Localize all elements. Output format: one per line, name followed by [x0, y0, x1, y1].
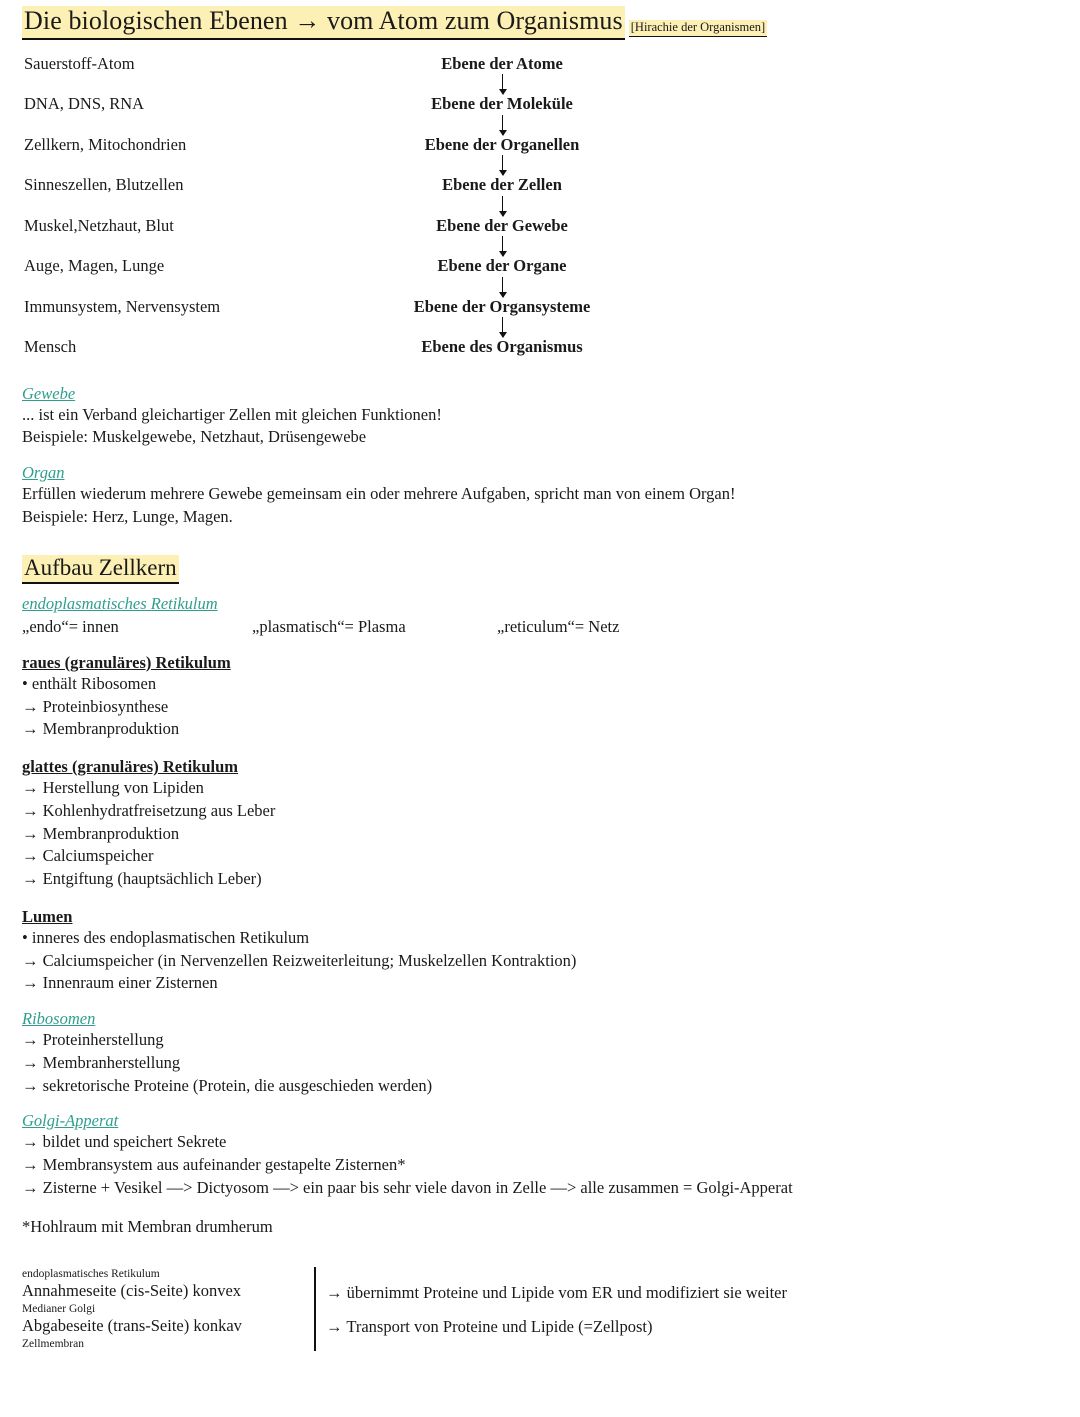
er-wordparts [22, 617, 1058, 637]
raues-line: • enthält Ribosomen [22, 673, 157, 693]
level-row [22, 256, 1058, 297]
down-arrow-icon [502, 236, 503, 256]
subsection-ribosomen [22, 995, 1058, 1097]
gewebe-examples: Beispiele: Muskelgewebe, Netzhaut, Drüsengewebe [22, 427, 367, 447]
vertical-divider [314, 1267, 316, 1351]
down-arrow-icon [502, 317, 503, 337]
level-row [22, 54, 1058, 95]
lumen-line: → Innenraum einer Zisternen [22, 973, 218, 993]
lumen-heading: Lumen [22, 906, 73, 926]
level-row [22, 175, 1058, 216]
golgi-line: → Zisterne + Vesikel —> Dictyosom —> ein paar bis sehr viele davon in Zelle —> alle zusammen = Golgi-Apperat [22, 1177, 793, 1197]
er-heading: endoplasmatisches Retikulum [22, 593, 218, 613]
down-arrow-icon [502, 277, 503, 297]
down-arrow-icon [502, 74, 503, 94]
level-name: Ebene der Organellen [424, 134, 580, 154]
golgi-line: → Membransystem aus aufeinander gestapelte Zisternen* [22, 1155, 406, 1175]
gewebe-heading: Gewebe [22, 383, 76, 403]
level-example: Auge, Magen, Lunge [24, 256, 165, 276]
level-row [22, 94, 1058, 135]
section-organ [22, 449, 1058, 529]
golgi-cis-side: Annahmeseite (cis-Seite) konvex [22, 1280, 242, 1300]
golgi-sides-block [22, 1267, 1058, 1351]
down-arrow-icon [502, 155, 503, 175]
subsection-golgi [22, 1097, 1058, 1238]
golgi-line: → bildet und speichert Sekrete [22, 1132, 227, 1152]
golgi-label-er: endoplasmatisches Retikulum [22, 1267, 160, 1280]
ribosomen-line: → sekretorische Proteine (Protein, die ausgeschieden werden) [22, 1075, 433, 1095]
level-example: Sinneszellen, Blutzellen [24, 175, 184, 195]
golgi-cis-description: → übernimmt Proteine und Lipide vom ER und modifiziert sie weiter [326, 1282, 787, 1302]
page-title-text: Die biologischen Ebenen → vom Atom zum Organismus [22, 6, 625, 40]
level-example: Mensch [24, 337, 77, 357]
level-row [22, 135, 1058, 176]
golgi-sides-left [22, 1267, 314, 1351]
raues-line: → Membranproduktion [22, 719, 180, 739]
lumen-line: → Calciumspeicher (in Nervenzellen Reizweiterleitung; Muskelzellen Kontraktion) [22, 950, 577, 970]
page-title-note: [Hirachie der Organismen] [629, 20, 767, 37]
level-name: Ebene der Gewebe [436, 215, 568, 235]
level-example: DNA, DNS, RNA [24, 94, 145, 114]
ribosomen-line: → Proteinherstellung [22, 1030, 164, 1050]
level-example: Muskel,Netzhaut, Blut [24, 215, 174, 235]
organ-examples: Beispiele: Herz, Lunge, Magen. [22, 506, 233, 526]
section-gewebe [22, 370, 1058, 450]
golgi-label-median: Medianer Golgi [22, 1302, 96, 1315]
section-zellkern [22, 529, 1058, 1239]
biological-levels-diagram [22, 54, 1058, 370]
glattes-line: → Herstellung von Lipiden [22, 778, 204, 798]
golgi-label-zellmembran: Zellmembran [22, 1337, 84, 1350]
level-name: Ebene der Organe [437, 256, 567, 276]
subsection-raues-retikulum [22, 637, 1058, 741]
gewebe-definition: ... ist ein Verband gleichartiger Zellen mit gleichen Funktionen! [22, 404, 442, 424]
golgi-sides-right [326, 1267, 787, 1351]
subsection-glattes-retikulum [22, 741, 1058, 891]
level-name: Ebene der Atome [441, 53, 563, 73]
ribosomen-heading: Ribosomen [22, 1009, 96, 1029]
down-arrow-icon [502, 115, 503, 135]
organ-definition: Erfüllen wiederum mehrere Gewebe gemeinsam ein oder mehrere Aufgaben, spricht man von einem Organ! [22, 484, 736, 504]
subsection-lumen [22, 891, 1058, 995]
level-name: Ebene der Zellen [442, 175, 562, 195]
glattes-line: → Entgiftung (hauptsächlich Leber) [22, 869, 262, 889]
zellkern-heading: Aufbau Zellkern [22, 555, 179, 584]
wordpart-plasmatisch: „plasmatisch“= Plasma [252, 616, 406, 636]
down-arrow-icon [502, 196, 503, 216]
level-row [22, 216, 1058, 257]
glattes-line: → Membranproduktion [22, 823, 180, 843]
raues-line: → Proteinbiosynthese [22, 696, 169, 716]
wordpart-reticulum: „reticulum“= Netz [497, 616, 620, 636]
glattes-line: → Kohlenhydratfreisetzung aus Leber [22, 800, 276, 820]
level-example: Immunsystem, Nervensystem [24, 296, 221, 316]
golgi-heading: Golgi-Apperat [22, 1111, 119, 1131]
ribosomen-line: → Membranherstellung [22, 1052, 181, 1072]
level-example: Sauerstoff-Atom [24, 53, 135, 73]
level-name: Ebene der Organsysteme [413, 296, 591, 316]
glattes-line: → Calciumspeicher [22, 846, 154, 866]
glattes-heading: glattes (granuläres) Retikulum [22, 757, 239, 777]
level-example: Zellkern, Mitochondrien [24, 134, 187, 154]
organ-heading: Organ [22, 463, 65, 483]
level-name: Ebene des Organismus [421, 337, 583, 357]
lumen-line: • inneres des endoplasmatischen Retikulum [22, 927, 310, 947]
level-row [22, 297, 1058, 338]
golgi-trans-side: Abgabeseite (trans-Seite) konkav [22, 1315, 242, 1335]
level-row [22, 337, 1058, 378]
page-title [22, 6, 1058, 40]
raues-heading: raues (granuläres) Retikulum [22, 652, 231, 672]
golgi-footnote: *Hohlraum mit Membran drumherum [22, 1216, 273, 1236]
level-name: Ebene der Moleküle [431, 94, 573, 114]
golgi-trans-description: → Transport von Proteine und Lipide (=Zellpost) [326, 1316, 653, 1336]
wordpart-endo: „endo“= innen [22, 616, 119, 636]
